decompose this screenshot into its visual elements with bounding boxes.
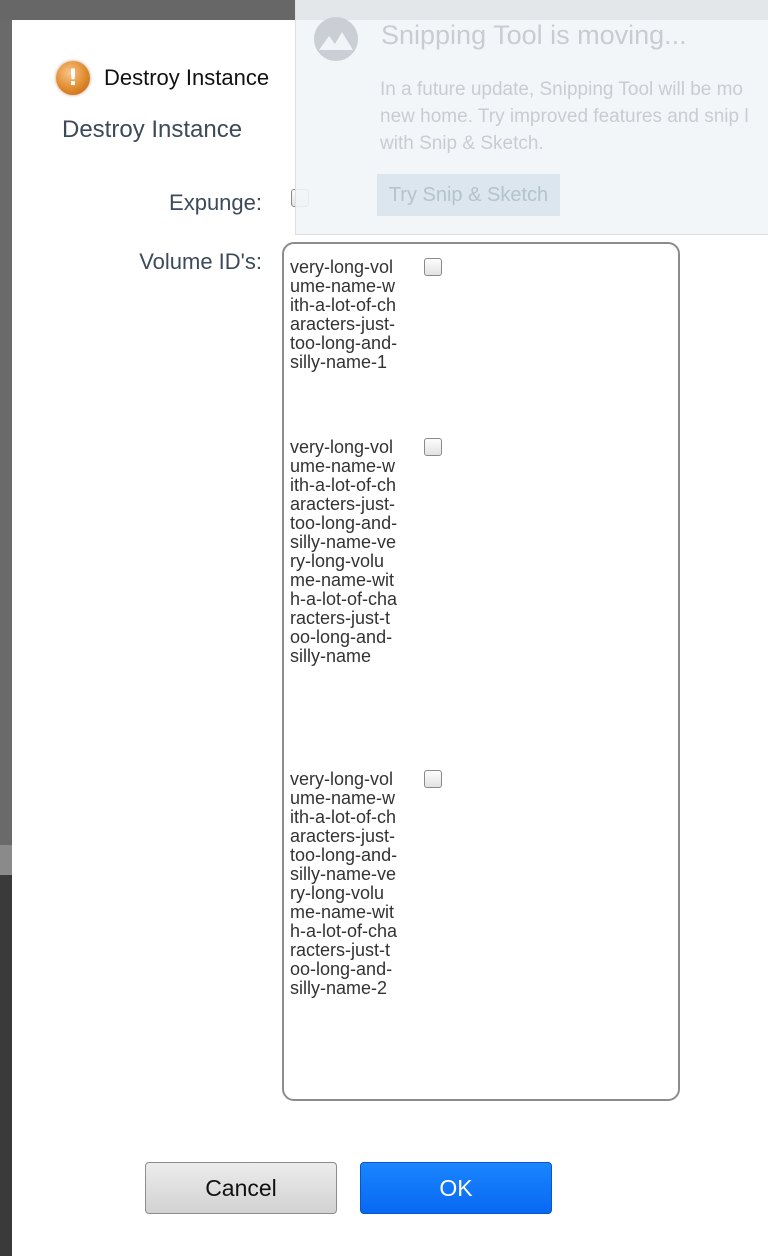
volume-ids-label: Volume ID's: bbox=[139, 249, 262, 274]
backdrop-left-band bbox=[0, 845, 12, 875]
snipping-tool-icon bbox=[313, 16, 359, 62]
expunge-label: Expunge: bbox=[169, 190, 262, 215]
volume-name: very-long-volume-name-with-a-lot-of-characters-just-too-long-and-silly-name-1 bbox=[290, 257, 398, 372]
cancel-button[interactable]: Cancel bbox=[145, 1162, 337, 1214]
dialog-title: Destroy Instance bbox=[104, 65, 270, 90]
backdrop-left-dark bbox=[0, 875, 12, 1256]
dialog-subtitle: Destroy Instance bbox=[62, 116, 243, 143]
list-item bbox=[290, 438, 440, 666]
ok-button[interactable]: OK bbox=[360, 1162, 552, 1214]
warning-icon: ! bbox=[56, 61, 90, 95]
list-item bbox=[290, 770, 440, 998]
notification-body-line: with Snip & Sketch. bbox=[380, 133, 544, 154]
notification-body-line: In a future update, Snipping Tool will be mo bbox=[380, 79, 743, 100]
dialog-title-bar bbox=[56, 58, 269, 98]
volume-name: very-long-volume-name-with-a-lot-of-characters-just-too-long-and-silly-name-very-long-volume-name-with-a-lot-of-characters-just-too-long-and-silly-name bbox=[290, 437, 398, 666]
volume-name: very-long-volume-name-with-a-lot-of-characters-just-too-long-and-silly-name-very-long-volume-name-with-a-lot-of-characters-just-too-long-and-silly-name-2 bbox=[290, 769, 398, 998]
notification-body bbox=[380, 76, 768, 157]
backdrop-left bbox=[0, 20, 12, 845]
volume-checkbox[interactable] bbox=[424, 258, 442, 276]
try-snip-sketch-button[interactable]: Try Snip & Sketch bbox=[377, 174, 560, 216]
volume-list[interactable] bbox=[282, 242, 680, 1101]
notification-title: Snipping Tool is moving... bbox=[381, 20, 687, 50]
list-item bbox=[290, 258, 440, 372]
volume-checkbox[interactable] bbox=[424, 438, 442, 456]
snipping-tool-notification[interactable] bbox=[295, 0, 768, 235]
notification-body-line: new home. Try improved features and snip l bbox=[380, 106, 749, 127]
volume-checkbox[interactable] bbox=[424, 770, 442, 788]
